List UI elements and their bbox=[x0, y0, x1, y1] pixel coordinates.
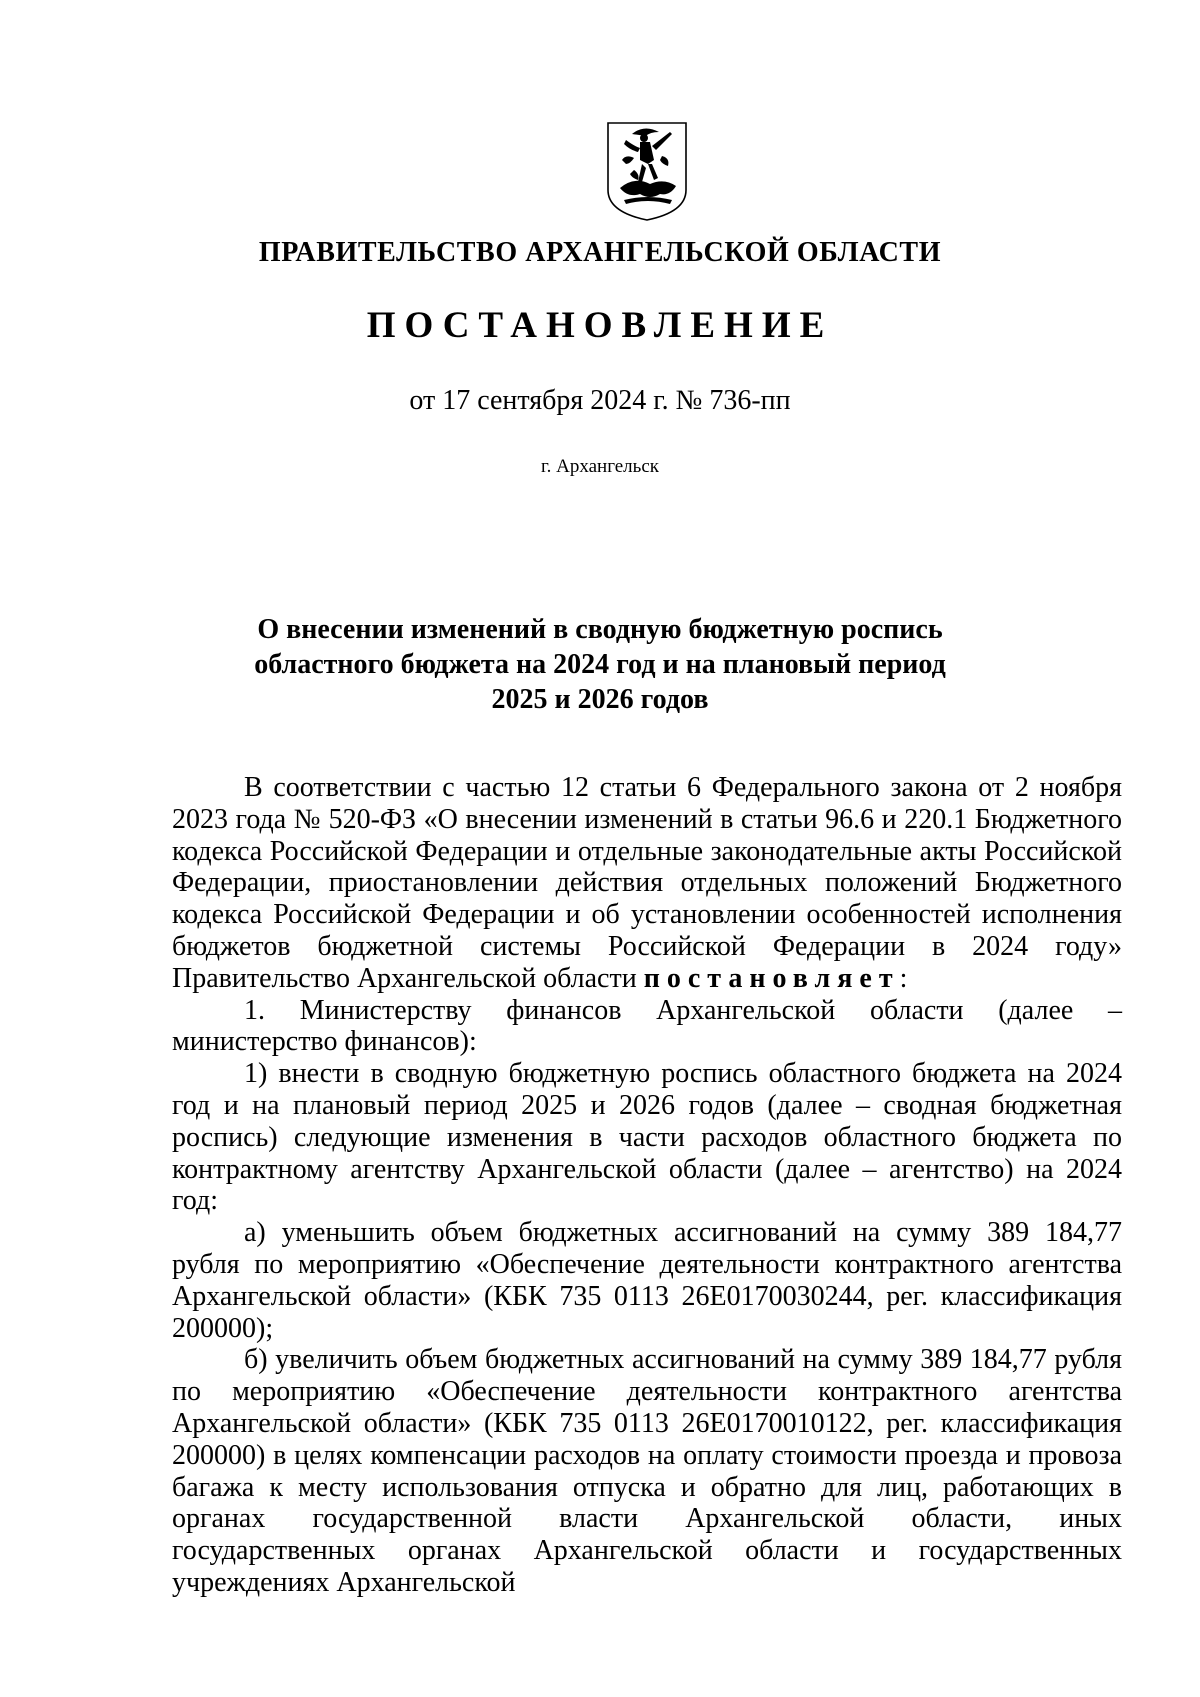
preamble-keyword: постановляет bbox=[643, 962, 900, 994]
subject-line-1: О внесении изменений в сводную бюджетную роспись bbox=[257, 614, 943, 645]
preamble-end: : bbox=[899, 962, 908, 994]
paragraph-item-1-1: 1) внести в сводную бюджетную роспись областного бюджета на 2024 год и на плановый период 2025 и 2026 годов (далее – сводная бюджетная роспись) следующие изменения в части расходов областного бюджета по контрактному агентству Архангельской области (далее – агентство) на 2024 год: bbox=[172, 1058, 1122, 1217]
paragraph-item-a: а) уменьшить объем бюджетных ассигнований на сумму 389 184,77 рубля по мероприятию «Обеспечение деятельности контрактного агентства Архангельской области» (КБК 735 0113 26Е0170030244, рег. классификация 200000); bbox=[172, 1217, 1122, 1344]
document-city: г. Архангельск bbox=[540, 456, 659, 477]
preamble-text: В соответствии с частью 12 статьи 6 Федерального закона от 2 ноября 2023 года № 520-ФЗ «О внесении изменений в статьи 96.6 и 220.1 Бюджетного кодекса Российской Федерации и отдельные законодательные акты Российской Федерации, приостановлении действия отдельных положений Бюджетного кодекса Российской Федерации и об установлении особенностей исполнения бюджетов бюджетной системы Российской Федерации в 2024 году» Правительство Архангельской области bbox=[172, 772, 1122, 994]
document-subject bbox=[200, 612, 1000, 717]
subject-line-2: областного бюджета на 2024 год и на плановый период bbox=[254, 649, 946, 680]
coat-of-arms-emblem bbox=[604, 120, 690, 222]
subject-line-3: 2025 и 2026 годов bbox=[491, 684, 709, 715]
government-title: ПРАВИТЕЛЬСТВО АРХАНГЕЛЬСКОЙ ОБЛАСТИ bbox=[258, 237, 942, 268]
paragraph-item-b: б) увеличить объем бюджетных ассигнований на сумму 389 184,77 рубля по мероприятию «Обеспечение деятельности контрактного агентства Архангельской области» (КБК 735 0113 26Е0170010122, рег. классификация 200000) в целях компенсации расходов на оплату стоимости проезда и провоза багажа к месту использования отпуска и обратно для лиц, работающих в органах государственной власти Архангельской области, иных государственных органах Архангельской области и государственных учреждениях Архангельской bbox=[172, 1344, 1122, 1598]
preamble-paragraph bbox=[172, 772, 1122, 995]
document-type-title: ПОСТАНОВЛЕНИЕ bbox=[366, 305, 834, 346]
document-body bbox=[172, 772, 1122, 1599]
paragraph-item-1: 1. Министерству финансов Архангельской области (далее – министерство финансов): bbox=[172, 994, 1122, 1058]
document-date-number: от 17 сентября 2024 г. № 736-пп bbox=[409, 385, 791, 416]
